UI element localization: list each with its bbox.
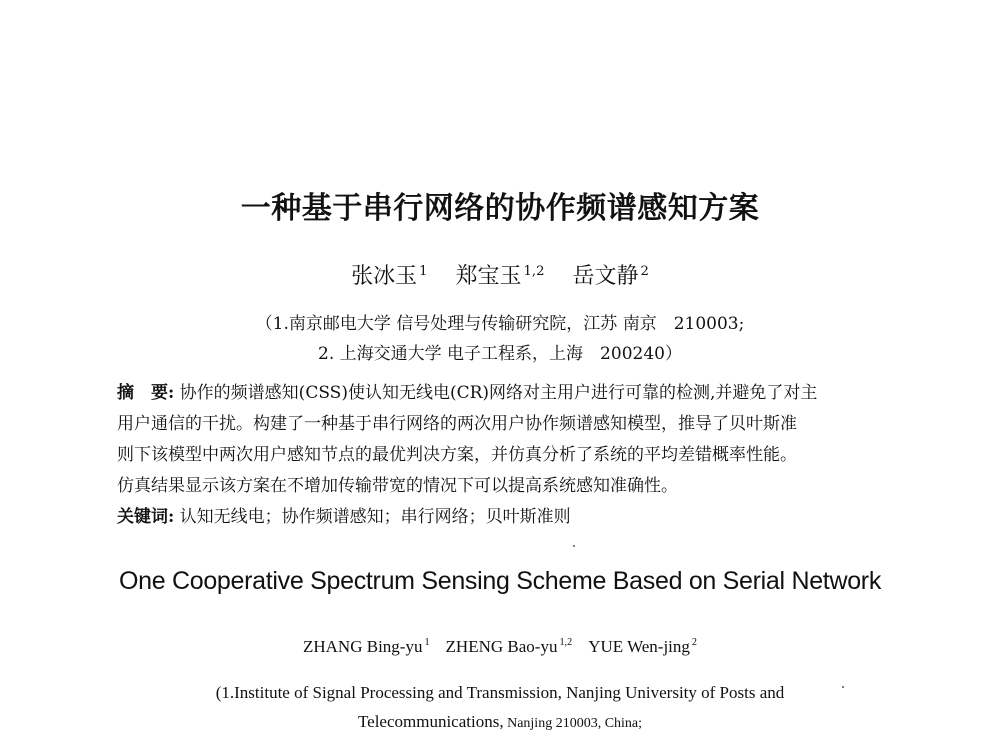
author-list-cn: [0, 259, 1000, 290]
author-name-cn: 张冰玉: [351, 264, 418, 289]
author-affil-mark: 1,2: [559, 637, 573, 649]
scan-speck: [573, 545, 575, 547]
author-affil-mark: 2: [640, 263, 649, 279]
author-name-en: YUE Wen-jing: [588, 637, 690, 656]
keywords-cn-line: [117, 502, 897, 527]
paper-title-en: One Cooperative Spectrum Sensing Scheme Based on Serial Network: [118, 567, 882, 595]
author-name-cn: 郑宝玉: [455, 264, 522, 289]
abstract-label: 摘 要:: [117, 383, 175, 403]
affiliation-en-main: Telecommunications,: [357, 712, 504, 731]
scan-speck: [842, 686, 844, 688]
affiliation-en-line: [0, 712, 1000, 732]
keywords-label: 关键词:: [117, 507, 175, 527]
abstract-cn-line: 用户通信的干扰。构建了一种基于串行网络的两次用户协作频谱感知模型，推导了贝叶斯准: [117, 414, 797, 434]
affiliation-en-city: Nanjing 210003, China;: [503, 716, 643, 731]
paper-title-cn: 一种基于串行网络的协作频谱感知方案: [240, 191, 760, 226]
abstract-text: 协作的频谱感知(CSS)使认知无线电(CR)网络对主用户进行可靠的检测,并避免了对主: [174, 383, 818, 403]
author-name-en: ZHANG Bing-yu: [302, 637, 423, 656]
author-name-cn: 岳文静: [572, 264, 639, 289]
author-affil-mark: 1,2: [523, 263, 545, 279]
author-affil-mark: 1: [424, 637, 430, 649]
affiliation-cn-line: （1.南京邮电大学 信号处理与传输研究院，江苏 南京 210003;: [255, 314, 745, 334]
affiliation-cn-line: 2. 上海交通大学 电子工程系，上海 200240）: [318, 344, 682, 364]
abstract-cn-line: 则下该模型中两次用户感知节点的最优判决方案，并仿真分析了系统的平均差错概率性能。: [117, 445, 797, 465]
affiliation-en-line: (1.Institute of Signal Processing and Transmission, Nanjing University of Posts and: [215, 683, 785, 702]
author-affil-mark: 1: [419, 263, 428, 279]
author-list-en: [0, 637, 1000, 657]
abstract-cn-line: 仿真结果显示该方案在不增加传输带宽的情况下可以提高系统感知准确性。: [117, 476, 678, 496]
keywords-text: 认知无线电；协作频谱感知；串行网络；贝叶斯准则: [174, 507, 571, 527]
author-name-en: ZHENG Bao-yu: [445, 637, 558, 656]
author-affil-mark: 2: [691, 637, 697, 649]
abstract-cn-line: [117, 378, 897, 403]
